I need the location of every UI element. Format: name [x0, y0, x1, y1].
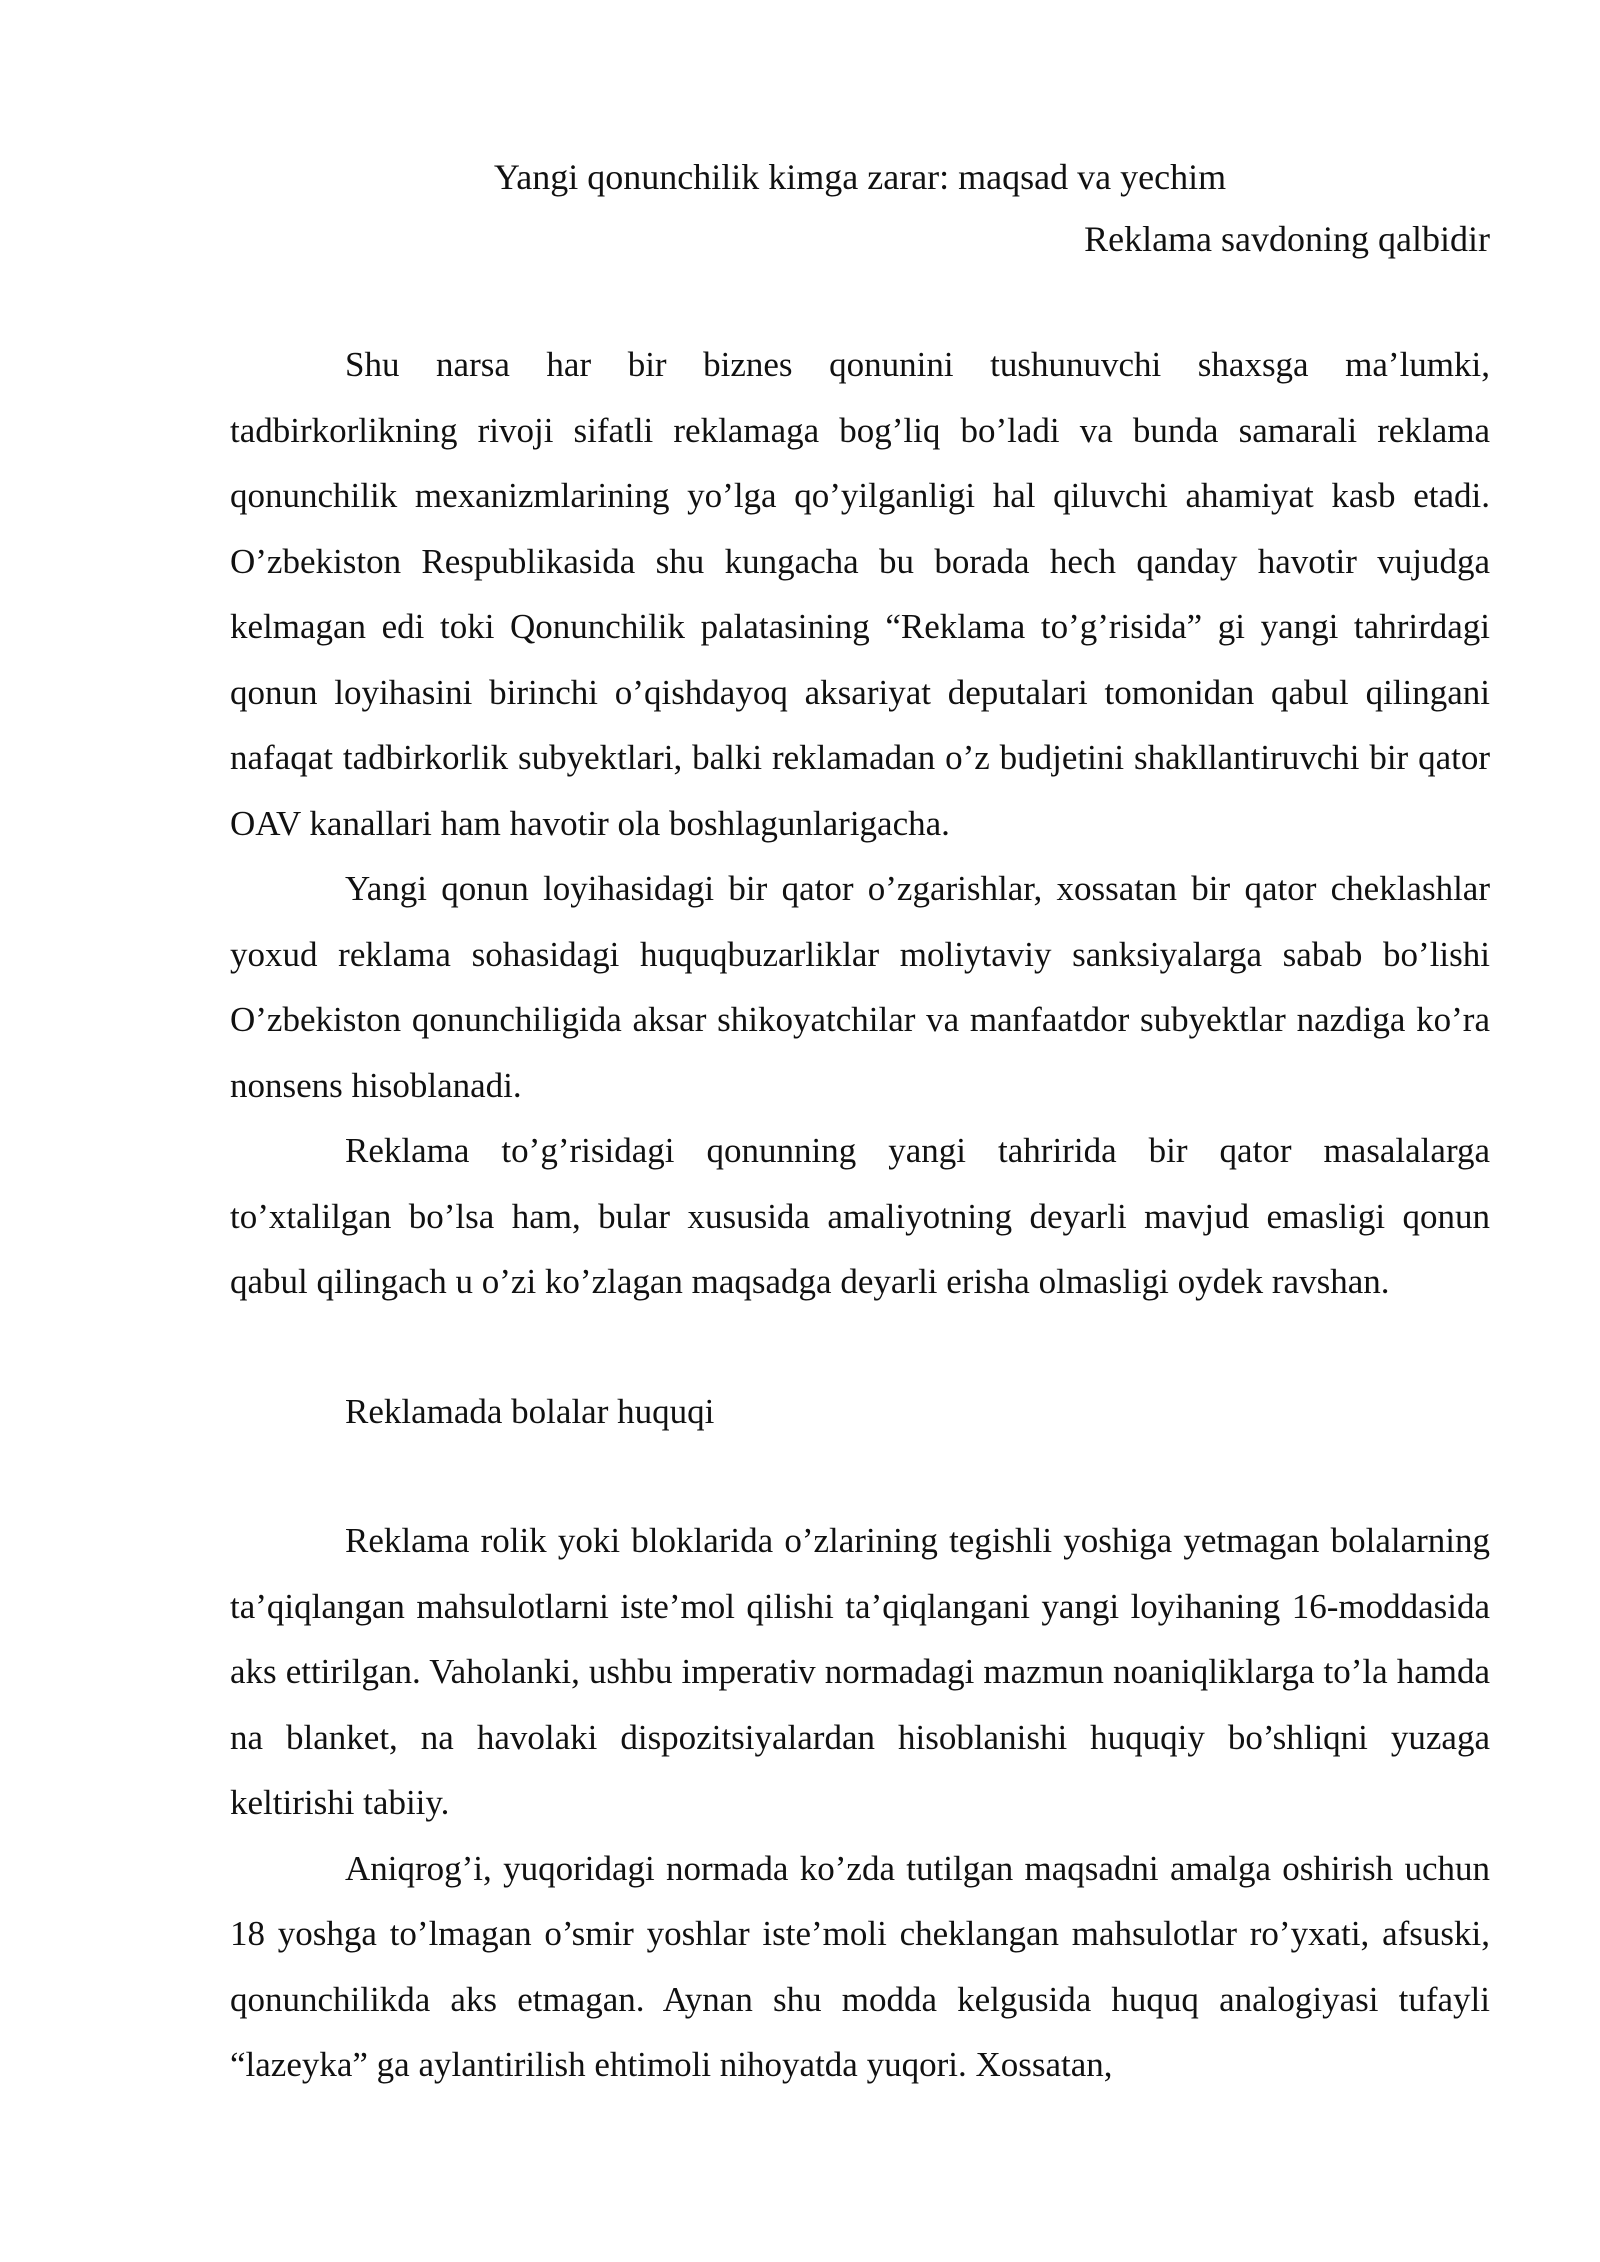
section-heading: Reklamada bolalar huquqi [345, 1391, 715, 1431]
paragraph: Reklama to’g’risidagi qonunning yangi tahririda bir qator masalalarga to’xtalilgan bo’lsa ham, bular xususida amaliyotning deyarli mavjud emasligi qonun qabul qilingach u o’zi ko’zlagan maqsadga deyarli erisha olmasligi oydek ravshan. [230, 1131, 1490, 1301]
paragraph: Yangi qonun loyihasidagi bir qator o’zgarishlar, xossatan bir qator cheklashlar yoxud reklama sohasidagi huquqbuzarliklar moliytaviy sanksiyalarga sabab bo’lishi O’zbekiston qonunchiligida aksar shikoyatchilar va manfaatdor subyektlar nazdiga ko’ra nonsens hisoblanadi. [230, 869, 1490, 1105]
document-title: Yangi qonunchilik kimga zarar: maqsad va yechim [493, 157, 1227, 197]
paragraph: Aniqrog’i, yuqoridagi normada ko’zda tutilgan maqsadni amalga oshirish uchun 18 yoshga to’lmagan o’smir yoshlar iste’moli cheklangan mahsulotlar ro’yxati, afsuski, qonunchilikda aks etmagan. Aynan shu modda kelgusida huquq analogiyasi tufayli “lazeyka” ga aylantirilish ehtimoli nihoyatda yuqori. Xossatan, [230, 1848, 1490, 2084]
body-text-part2 [230, 1508, 1490, 2098]
document-content [230, 148, 1490, 2098]
epigraph: Reklama savdoning qalbidir [1084, 219, 1490, 259]
body-text-part1 [230, 332, 1490, 1315]
paragraph: Reklama rolik yoki bloklarida o’zlarining tegishli yoshiga yetmagan bolalarning ta’qiqlangan mahsulotlarni iste’mol qilishi ta’qiqlangani yangi loyihaning 16-moddasida aks ettirilgan. Vaholanki, ushbu imperativ normadagi mazmun noaniqliklarga to’la hamda na blanket, na havolaki dispozitsiyalardan hisoblanishi huquqiy bo’shliqni yuzaga keltirishi tabiiy. [230, 1521, 1490, 1822]
paragraph: Shu narsa har bir biznes qonunini tushunuvchi shaxsga ma’lumki, tadbirkorlikning rivoji sifatli reklamaga bog’liq bo’ladi va bunda samarali reklama qonunchilik mexanizmlarining yo’lga qo’yilganligi hal qiluvchi ahamiyat kasb etadi. O’zbekiston Respublikasida shu kungacha bu borada hech qanday havotir vujudga kelmagan edi toki Qonunchilik palatasining “Reklama to’g’risida” gi yangi tahrirdagi qonun loyihasini birinchi o’qishdayoq aksariyat deputalari tomonidan qabul qilingani nafaqat tadbirkorlik subyektlari, balki reklamadan o’z budjetini shakllantiruvchi bir qator OAV kanallari ham havotir ola boshlagunlarigacha. [230, 345, 1490, 843]
